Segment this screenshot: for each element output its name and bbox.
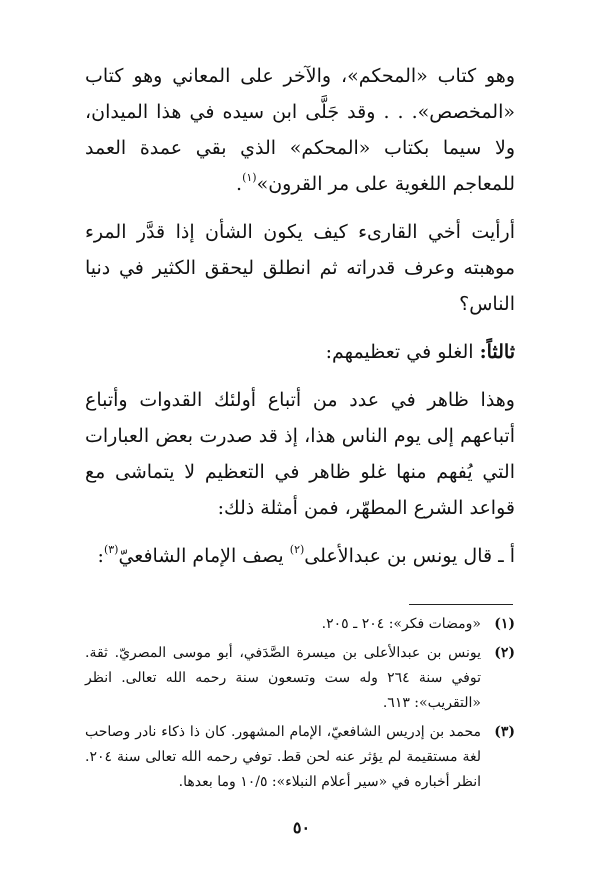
paragraph-gap (85, 322, 515, 334)
paragraph-gap (85, 370, 515, 382)
paragraph-4-tail: : (97, 545, 104, 567)
footnote-text: «ومضات فكر»: ٢٠٤ ـ ٢٠٥. (321, 616, 481, 632)
footnote-text: محمد بن إدريس الشافعيّ، الإمام المشهور. كان ذا ذكاء نادر وصاحب لغة مستقيمة لم يؤثر عنه لحن قط. توفي رحمه الله تعالى سنة ٢٠٤. انظر أخباره في «سير أعلام النبلاء»: ١٠/٥ وما بعدها. (85, 724, 481, 790)
footnotes (85, 612, 515, 799)
section-heading (85, 334, 515, 370)
footnote-separator (409, 604, 513, 605)
paragraph-gap (85, 526, 515, 538)
paragraph-3: وهذا ظاهر في عدد من أتباع أولئك القدوات وأتباع أتباعهم إلى يوم الناس هذا، إذ قد صدرت بعض العبارات التي يُفهم منها غلو ظاهر في التعظيم لا يتماشى مع قواعد الشرع المطهّر، فمن أمثلة ذلك: (85, 389, 515, 519)
footnote-number: (١) (494, 616, 515, 632)
paragraph-4-part-2: يصف الإمام الشافعيّ (118, 545, 290, 567)
paragraph-1 (85, 58, 515, 202)
paragraph-1-text: وهو كتاب «المحكم»، والآخر على المعاني وهو كتاب «المخصص». . . وقد جَلَّى ابن سيده في هذا الميدان، ولا سيما بكتاب «المحكم» الذي بقي عمدة العمد للمعاجم اللغوية على مر القرون» (85, 65, 515, 195)
footnote-2 (85, 641, 515, 716)
section-heading-label: ثالثاً: (479, 341, 515, 363)
main-text (85, 58, 515, 574)
footnote-ref-1: (١) (242, 171, 257, 184)
paragraph-2: أرأيت أخي القارىء كيف يكون الشأن إذا قدَّر المرء موهبته وعرف قدراته ثم انطلق ليحقق الكثير في دنيا الناس؟ (85, 221, 515, 315)
paragraph-1-tail: . (236, 173, 243, 195)
footnote-number: (٣) (494, 724, 515, 740)
paragraph-gap (85, 202, 515, 214)
paragraph-4 (85, 538, 515, 574)
footnote-number: (٢) (494, 645, 515, 661)
footnote-ref-3: (٣) (103, 543, 119, 556)
footnote-ref-2: (٢) (289, 543, 305, 556)
footnote-1 (85, 612, 515, 637)
footnote-3 (85, 720, 515, 795)
page-number: ٥٠ (292, 818, 311, 837)
section-heading-title: الغلو في تعظيمهم: (325, 341, 480, 363)
paragraph-4-part-1: أ ـ قال يونس بن عبدالأعلى (304, 545, 515, 567)
footnote-text: يونس بن عبدالأعلى بن ميسرة الصَّدَفي، أبو موسى المصريّ. ثقة. توفي سنة ٢٦٤ وله ست وتسعون سنة رحمه الله تعالى. انظر «التقريب»: ٦١٣. (85, 645, 482, 711)
